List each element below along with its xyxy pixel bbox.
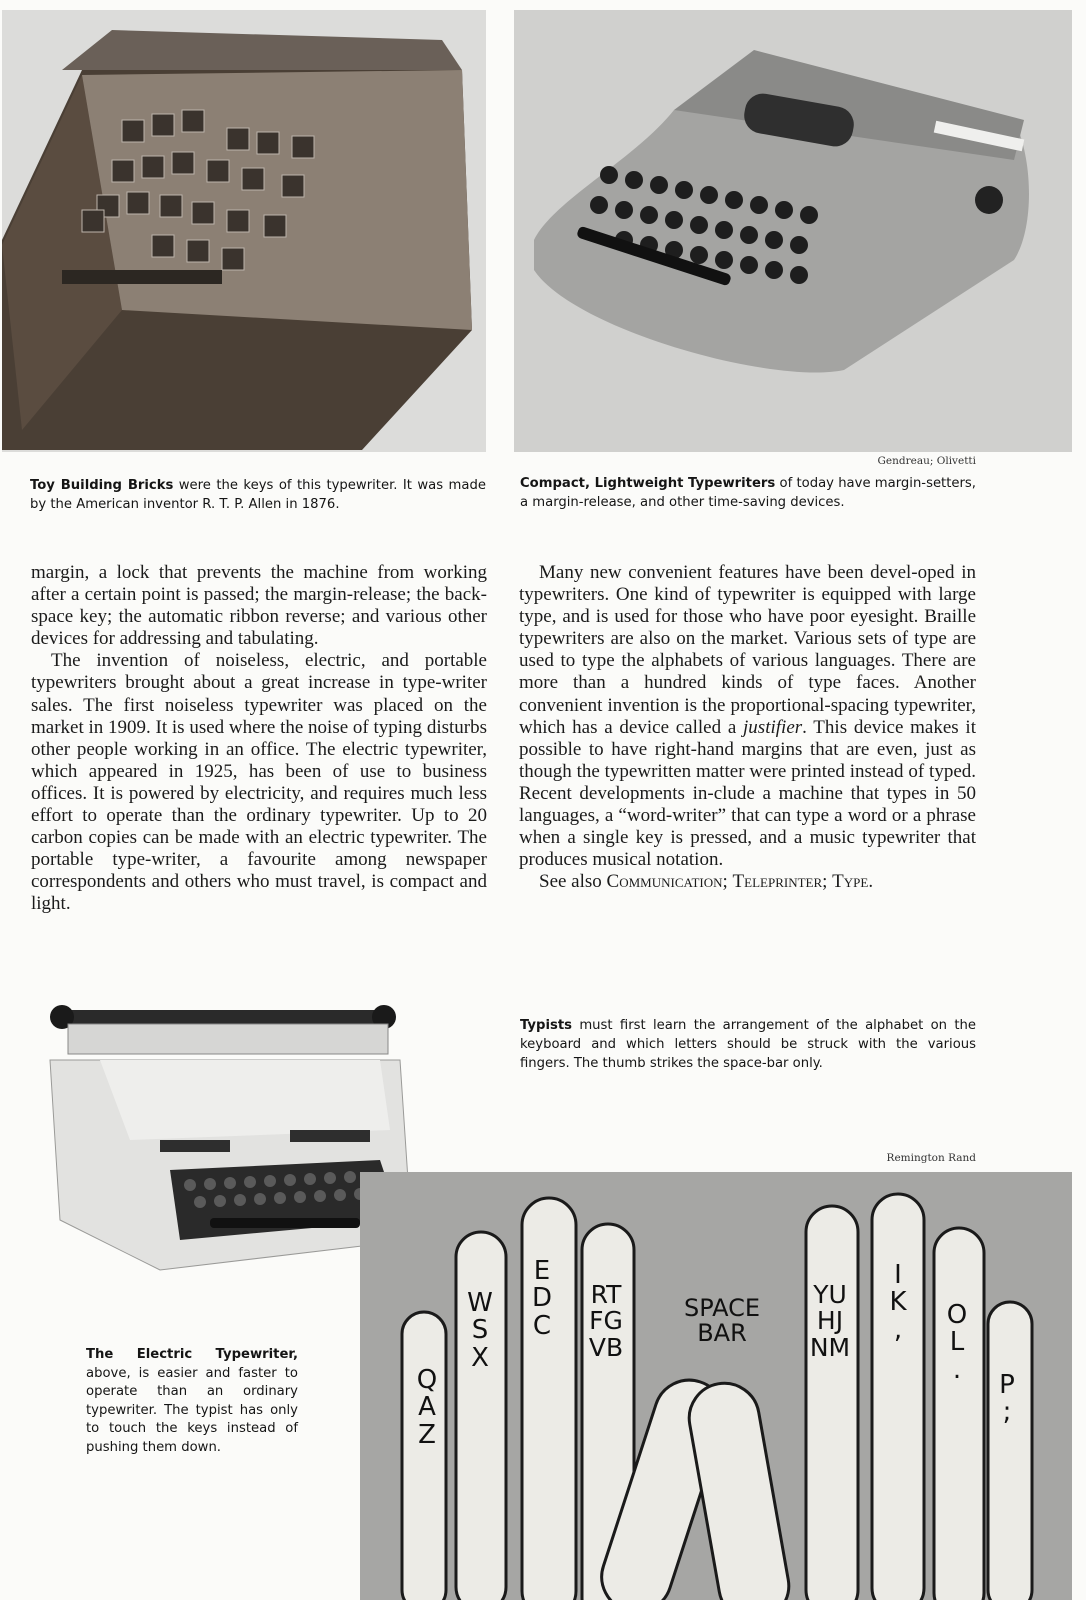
article-paragraph: margin, a lock that prevents the machine from working after a certain point is passed; the margin-release; the back-space key; the automatic ribbon reverse; and various other devices for addressing and tabulating.: [31, 562, 487, 650]
paragraph-text-b: . This device makes it possible to have right-hand margins that are even, just as though the typewritten matter were printed instead of typed. Recent developments in-clude a machine that types in 50 languages, a “word-writer” that can type a word or a phrase when a single key is pressed, and a music typewriter that produces musical notation.: [519, 716, 976, 871]
typists-caption: [520, 1016, 976, 1073]
see-also-line: [519, 871, 976, 893]
typists-caption-title: Typists: [520, 1018, 572, 1033]
see-also-teleprinter-link[interactable]: Teleprinter: [732, 871, 823, 893]
finger-label-ol: O L .: [946, 1300, 968, 1385]
finger-label-yuhjnm: YU HJ NM: [809, 1280, 851, 1362]
see-also-communication-link[interactable]: Communication: [606, 871, 723, 893]
photo-credit-bottom: Remington Rand: [886, 1152, 976, 1164]
see-also-prefix: See also: [539, 871, 607, 893]
photo-credit-top: Gendreau; Olivetti: [877, 455, 976, 467]
finger-label-space-bar: SPACE BAR: [683, 1294, 761, 1348]
toy-bricks-caption-title: Toy Building Bricks: [30, 478, 174, 493]
article-right-column: [519, 562, 976, 893]
paragraph-text-a: Many new convenient features have been devel-oped in typewriters. One kind of typewriter is equipped with large type, and is used for those who have poor eyesight. Braille typewriters are also on the market. Various sets of type are used to type the alphabets of various languages. There are more than a hundred kinds of type faces. Another convenient invention is the proportional-spacing typewriter, which has a device called a: [519, 562, 976, 738]
article-left-column: [31, 562, 487, 916]
compact-typewriter-caption: [520, 474, 976, 512]
article-paragraph: [519, 562, 976, 871]
compact-caption-text: of today have margin-setters, a margin-release, and other time-saving devices.: [520, 476, 976, 510]
electric-typewriter-photo: [40, 990, 412, 1280]
toy-bricks-caption: [30, 476, 486, 514]
toy-bricks-caption-text: were the keys of this typewriter. It was made by the American inventor R. T. P. Allen in 1876.: [30, 478, 486, 512]
finger-label-rtfgvb: RT FG VB: [588, 1280, 624, 1362]
electric-caption-title: The Electric Typewriter,: [86, 1347, 298, 1362]
electric-typewriter-caption: [86, 1346, 298, 1458]
see-also-end: .: [868, 871, 874, 893]
electric-caption-text: above, is easier and faster to operate than an ordinary typewriter. The typist has only to touch the keys instead of pushing them down.: [86, 1365, 298, 1455]
olivetti-typewriter-photo: [514, 10, 1072, 452]
compact-caption-title: Compact, Lightweight Typewriters: [520, 476, 776, 491]
finger-label-qaz: Q A Z: [416, 1365, 438, 1450]
see-also-sep: ;: [822, 871, 833, 893]
finger-label-p: P ;: [999, 1370, 1015, 1428]
finger-label-wsx: W S X: [467, 1288, 493, 1373]
finger-label-ik: I K ,: [889, 1260, 907, 1345]
typing-hands-photo: [360, 1172, 1072, 1600]
see-also-type-link[interactable]: Type: [832, 871, 869, 893]
see-also-sep: ;: [722, 871, 733, 893]
typists-caption-text: must first learn the arrangement of the alphabet on the keyboard and which letters should be struck with the various fingers. The thumb strikes the space-bar only.: [520, 1018, 976, 1071]
finger-label-edc: E D C: [531, 1256, 553, 1341]
toy-bricks-typewriter-photo: [2, 10, 486, 452]
justifier-term: justifier: [743, 716, 803, 738]
article-paragraph: The invention of noiseless, electric, and portable typewriters brought about a great increase in type-writer sales. The first noiseless typewriter was placed on the market in 1909. It is used where the noise of typing disturbs other people working in an office. The electric typewriter, which appeared in 1925, has been of use to business offices. It is powered by electricity, and requires much less effort to operate than the ordinary typewriter. Up to 20 carbon copies can be made with an electric typewriter. The portable type-writer, a favourite among newspaper correspondents and others who must travel, is compact and light.: [31, 650, 487, 915]
